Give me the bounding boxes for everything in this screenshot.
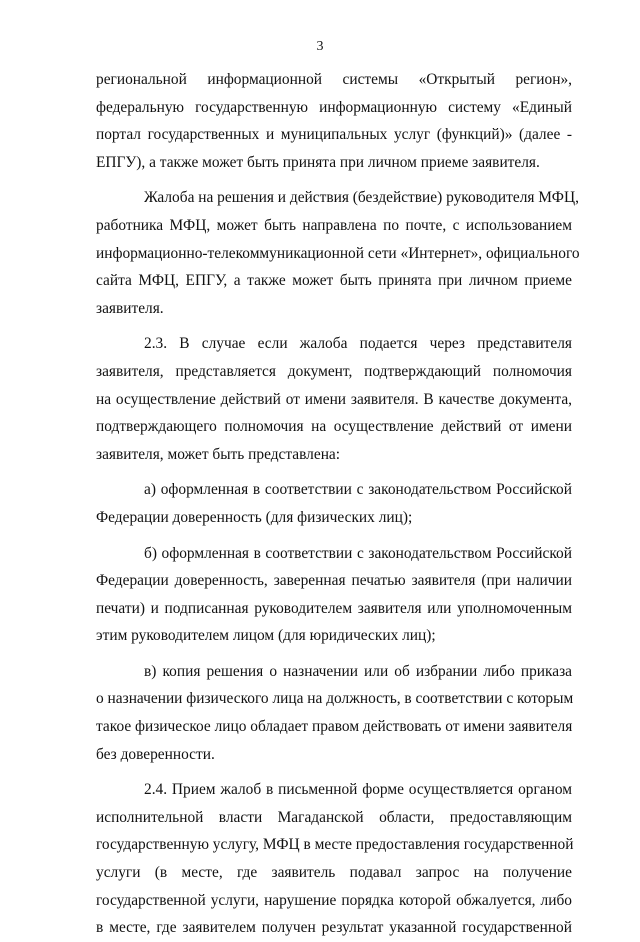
paragraph-2-4 xyxy=(96,776,572,942)
text-line: 2.3. В случае если жалоба подается через представителя xyxy=(144,335,572,353)
text-line: 2.4. Прием жалоб в письменной форме осуществляется органом xyxy=(144,781,572,799)
text-line: заявителя, представляется документ, подтверждающий полномочия xyxy=(96,362,572,380)
text-line: ЕПГУ), а также может быть принята при личном приеме заявителя. xyxy=(96,153,540,171)
text-line: услуги (в месте, где заявитель подавал запрос на получение xyxy=(96,864,572,882)
text-line: а) оформленная в соответствии с законодательством Российской xyxy=(144,481,572,499)
text-line: в месте, где заявителем получен результат указанной государственной xyxy=(96,919,572,937)
page-number: 3 xyxy=(316,39,324,54)
text-line: Федерации доверенность, заверенная печатью заявителя (при наличии xyxy=(96,572,572,590)
paragraph-complaint-mfc xyxy=(96,184,580,322)
paragraph-item-b xyxy=(96,540,572,650)
text-line: этим руководителем лицом (для юридических лиц); xyxy=(96,627,436,645)
text-line: государственной услуги, нарушение порядка которой обжалуется, либо xyxy=(96,891,572,909)
text-line: б) оформленная в соответствии с законодательством Российской xyxy=(144,544,572,562)
text-line: на осуществление действий от имени заявителя. В качестве документа, xyxy=(96,390,572,408)
text-line: заявителя. xyxy=(96,299,164,317)
text-line: заявителя, может быть представлена: xyxy=(96,445,341,463)
text-line: информационно-телекоммуникационной сети «Интернет», официального xyxy=(96,244,580,262)
text-line: государственную услугу, МФЦ в месте предоставления государственной xyxy=(96,836,574,854)
text-line: о назначении физического лица на должность, в соответствии с которым xyxy=(96,690,574,708)
paragraph-2-3 xyxy=(96,330,572,468)
text-line: без доверенности. xyxy=(96,745,215,763)
text-line: подтверждающего полномочия на осуществление действий от имени xyxy=(96,418,572,436)
text-line: региональной информационной системы «Открытый регион», xyxy=(96,71,572,88)
paragraph-item-v xyxy=(96,658,572,768)
text-line: портал государственных и муниципальных услуг (функций)» (далее - xyxy=(96,126,572,144)
text-line: сайта МФЦ, ЕПГУ, а также может быть принята при личном приеме xyxy=(96,272,572,290)
text-line: Федерации доверенность (для физических лиц); xyxy=(96,508,413,526)
paragraph-item-a xyxy=(96,476,572,531)
text-line: федеральную государственную информационную систему «Единый xyxy=(96,98,572,116)
text-line: печати) и подписанная руководителем заявителя или уполномоченным xyxy=(96,599,572,617)
document-body xyxy=(96,66,580,942)
text-line: исполнительной власти Магаданской области, предоставляющим xyxy=(96,808,572,826)
text-line: работника МФЦ, может быть направлена по почте, с использованием xyxy=(96,216,572,234)
text-line: такое физическое лицо обладает правом действовать от имени заявителя xyxy=(96,718,573,736)
paragraph-continuation xyxy=(96,66,572,176)
text-line: Жалоба на решения и действия (бездействие) руководителя МФЦ, xyxy=(144,189,579,207)
text-line: в) копия решения о назначении или об избрании либо приказа xyxy=(144,662,572,680)
